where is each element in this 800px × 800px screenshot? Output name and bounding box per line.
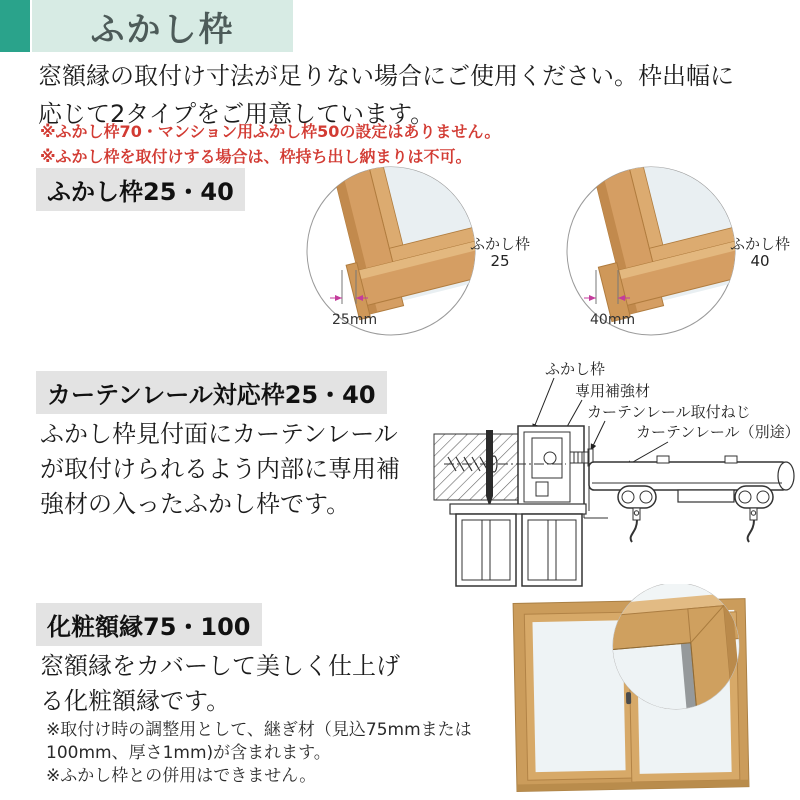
curtain-runner-left	[618, 486, 656, 542]
kesho-note-2: ※ふかし枠との併用はできません。	[46, 766, 317, 786]
fukashi-40-label-name: ふかし枠	[729, 235, 790, 253]
label-curtain-rail: カーテンレール（別途）	[636, 423, 800, 441]
curtain-body-line-1: ふかし枠見付面にカーテンレール	[40, 420, 398, 448]
label-rail-screw: カーテンレール取付ねじ	[587, 403, 751, 421]
window-sash-section	[450, 504, 586, 586]
section-heading-curtain: カーテンレール対応枠25・40	[36, 371, 387, 414]
kesho-body-line-1: 窓額縁をカバーして美しく仕上げ	[40, 652, 400, 680]
kesho-notes	[46, 719, 472, 788]
section-heading-fukashi: ふかし枠25・40	[36, 168, 245, 211]
kesho-note-1: ※取付け時の調整用として、継ぎ材（見込75mmまたは	[46, 720, 472, 740]
kesho-body-line-2: る化粧額縁です。	[40, 687, 231, 715]
fukashi-25-label	[462, 236, 538, 270]
header-accent-bar	[0, 0, 30, 52]
curtain-runner-right	[735, 486, 773, 542]
kesho-note-1b: 100mm、厚さ1mm)が含まれます。	[46, 743, 331, 763]
warning-note-2: ※ふかし枠を取付けする場合は、枠持ち出し納まりは不可。	[40, 147, 472, 166]
kesho-window-illustration	[485, 584, 800, 796]
fukashi-25-label-name: ふかし枠	[469, 235, 530, 253]
label-fukashi-frame: ふかし枠	[545, 360, 606, 378]
vertical-screw	[486, 430, 493, 507]
section-heading-kesho: 化粧額縁75・100	[36, 603, 262, 646]
label-reinforcement: 専用補強材	[575, 382, 651, 400]
curtain-body-line-2: が取付けられるよう内部に専用補	[40, 455, 400, 483]
curtain-body-line-3: 強材の入ったふかし枠です。	[40, 490, 351, 518]
curtain-body	[40, 417, 400, 522]
warning-note-1: ※ふかし枠70・マンション用ふかし枠50の設定はありません。	[40, 122, 501, 141]
dimension-25-text: 25mm	[332, 312, 378, 328]
fukashi-40-label-size: 40	[750, 252, 770, 270]
fukashi-40-label	[722, 236, 798, 270]
intro-line-1: 窓額縁の取付け寸法が足りない場合にご使用ください。枠出幅に	[38, 62, 734, 90]
page-title: ふかし枠	[90, 9, 235, 50]
dimension-40-text: 40mm	[590, 312, 636, 328]
fukashi-25-label-size: 25	[490, 252, 510, 270]
header-band	[32, 0, 293, 52]
left-panel-glass	[532, 620, 625, 772]
curtain-rail-cross-section	[432, 356, 800, 591]
wall-section-hatch	[434, 434, 518, 500]
fukashi-frame-profile	[518, 426, 584, 508]
window-lock	[626, 692, 631, 704]
intro-line-2: 応じて2タイプをご用意しています。	[38, 100, 435, 128]
kesho-body	[40, 649, 400, 719]
